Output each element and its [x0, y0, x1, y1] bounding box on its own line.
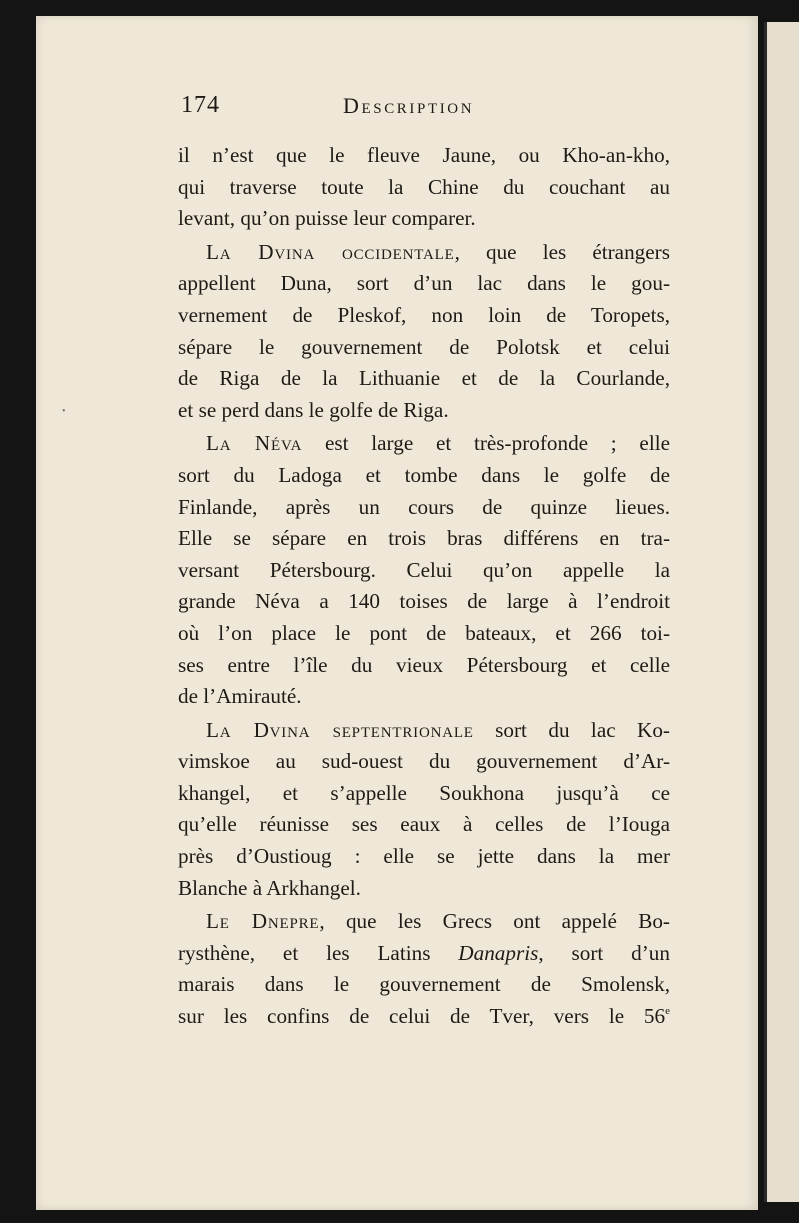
text-line — [178, 715, 670, 747]
text-span: de l’Amirauté. — [178, 684, 302, 709]
text-span: sépare le gouvernement de Polotsk et celui — [178, 334, 670, 359]
text-span: de Riga de la Lithuanie et de la Courlande, — [178, 366, 670, 391]
text-span: Finlande, après un cours de quinze lieues. — [178, 494, 670, 519]
text-line — [178, 586, 670, 618]
text-line — [178, 906, 670, 938]
text-span: versant Pétersbourg. Celui qu’on appelle la — [178, 557, 670, 582]
text-line — [178, 300, 670, 332]
text-span: , que les Grecs ont appelé Bo- — [319, 909, 670, 934]
text-line — [178, 172, 670, 204]
text-line — [178, 841, 670, 873]
text-span: sort du Ladoga et tombe dans le golfe de — [178, 462, 670, 487]
text-line — [178, 140, 670, 172]
text-line — [178, 523, 670, 555]
text-span: grande Néva a 140 toises de large à l’endroit — [178, 589, 670, 614]
text-span: Elle se sépare en trois bras différens en tra- — [178, 526, 670, 551]
text-span: qui traverse toute la Chine du couchant au — [178, 174, 670, 199]
text-line — [178, 555, 670, 587]
text-line — [178, 428, 670, 460]
text-line — [178, 873, 670, 905]
text-span: où l’on place le pont de bateaux, et 266 toi- — [178, 620, 670, 645]
text-span: Blanche à Arkhangel. — [178, 875, 361, 900]
text-span: sur les confins de celui de Tver, vers le 56 — [178, 1004, 666, 1029]
text-line — [178, 460, 670, 492]
text-span: est large et très-profonde ; elle — [302, 431, 670, 456]
page-header — [181, 92, 681, 122]
text-line — [178, 650, 670, 682]
text-span: rysthène, et les Latins — [178, 940, 459, 965]
text-span: vernement de Pleskof, non loin de Toropets, — [178, 302, 670, 327]
text-line — [178, 237, 670, 269]
text-span: vimskoe au sud-ouest du gouvernement d’Ar- — [178, 749, 670, 774]
text-line — [178, 681, 670, 713]
text-line — [178, 969, 670, 1001]
text-line — [178, 363, 670, 395]
text-span: ses entre l’île du vieux Pétersbourg et celle — [178, 652, 670, 677]
latin-name: Danapris — [458, 940, 539, 965]
text-span: appellent Duna, sort d’un lac dans le gou- — [178, 271, 670, 296]
running-title: Description — [343, 93, 475, 118]
text-line — [178, 203, 670, 235]
text-line — [178, 618, 670, 650]
text-line — [178, 492, 670, 524]
river-name: La Dvina septentrionale — [206, 717, 474, 742]
text-line — [178, 778, 670, 810]
text-span: levant, qu’on puisse leur comparer. — [178, 206, 476, 231]
text-line — [178, 395, 670, 427]
body-text — [178, 140, 670, 1033]
river-name: La Dvina occidentale — [206, 239, 455, 264]
margin-mark: • — [62, 406, 66, 417]
text-line — [178, 1001, 670, 1033]
river-name: La Néva — [206, 431, 303, 456]
text-line — [178, 746, 670, 778]
text-line — [178, 938, 670, 970]
text-span: près d’Oustioug : elle se jette dans la mer — [178, 844, 670, 869]
text-span: marais dans le gouvernement de Smolensk, — [178, 972, 670, 997]
text-span: khangel, et s’appelle Soukhona jusqu’à ce — [178, 780, 670, 805]
river-name: Le Dnepre — [206, 909, 320, 934]
text-span: , sort d’un — [538, 940, 670, 965]
text-span: et se perd dans le golfe de Riga. — [178, 397, 449, 422]
page-number: 174 — [181, 92, 220, 118]
text-line — [178, 809, 670, 841]
text-line — [178, 332, 670, 364]
facing-page-edge — [764, 22, 799, 1202]
superscript: e — [665, 1005, 670, 1018]
text-span: sort du lac Ko- — [473, 717, 670, 742]
text-span: qu’elle réunisse ses eaux à celles de l’Iouga — [178, 812, 670, 837]
text-line — [178, 268, 670, 300]
text-span: , que les étrangers — [454, 239, 670, 264]
text-span: il n’est que le fleuve Jaune, ou Kho-an-kho, — [178, 143, 670, 167]
